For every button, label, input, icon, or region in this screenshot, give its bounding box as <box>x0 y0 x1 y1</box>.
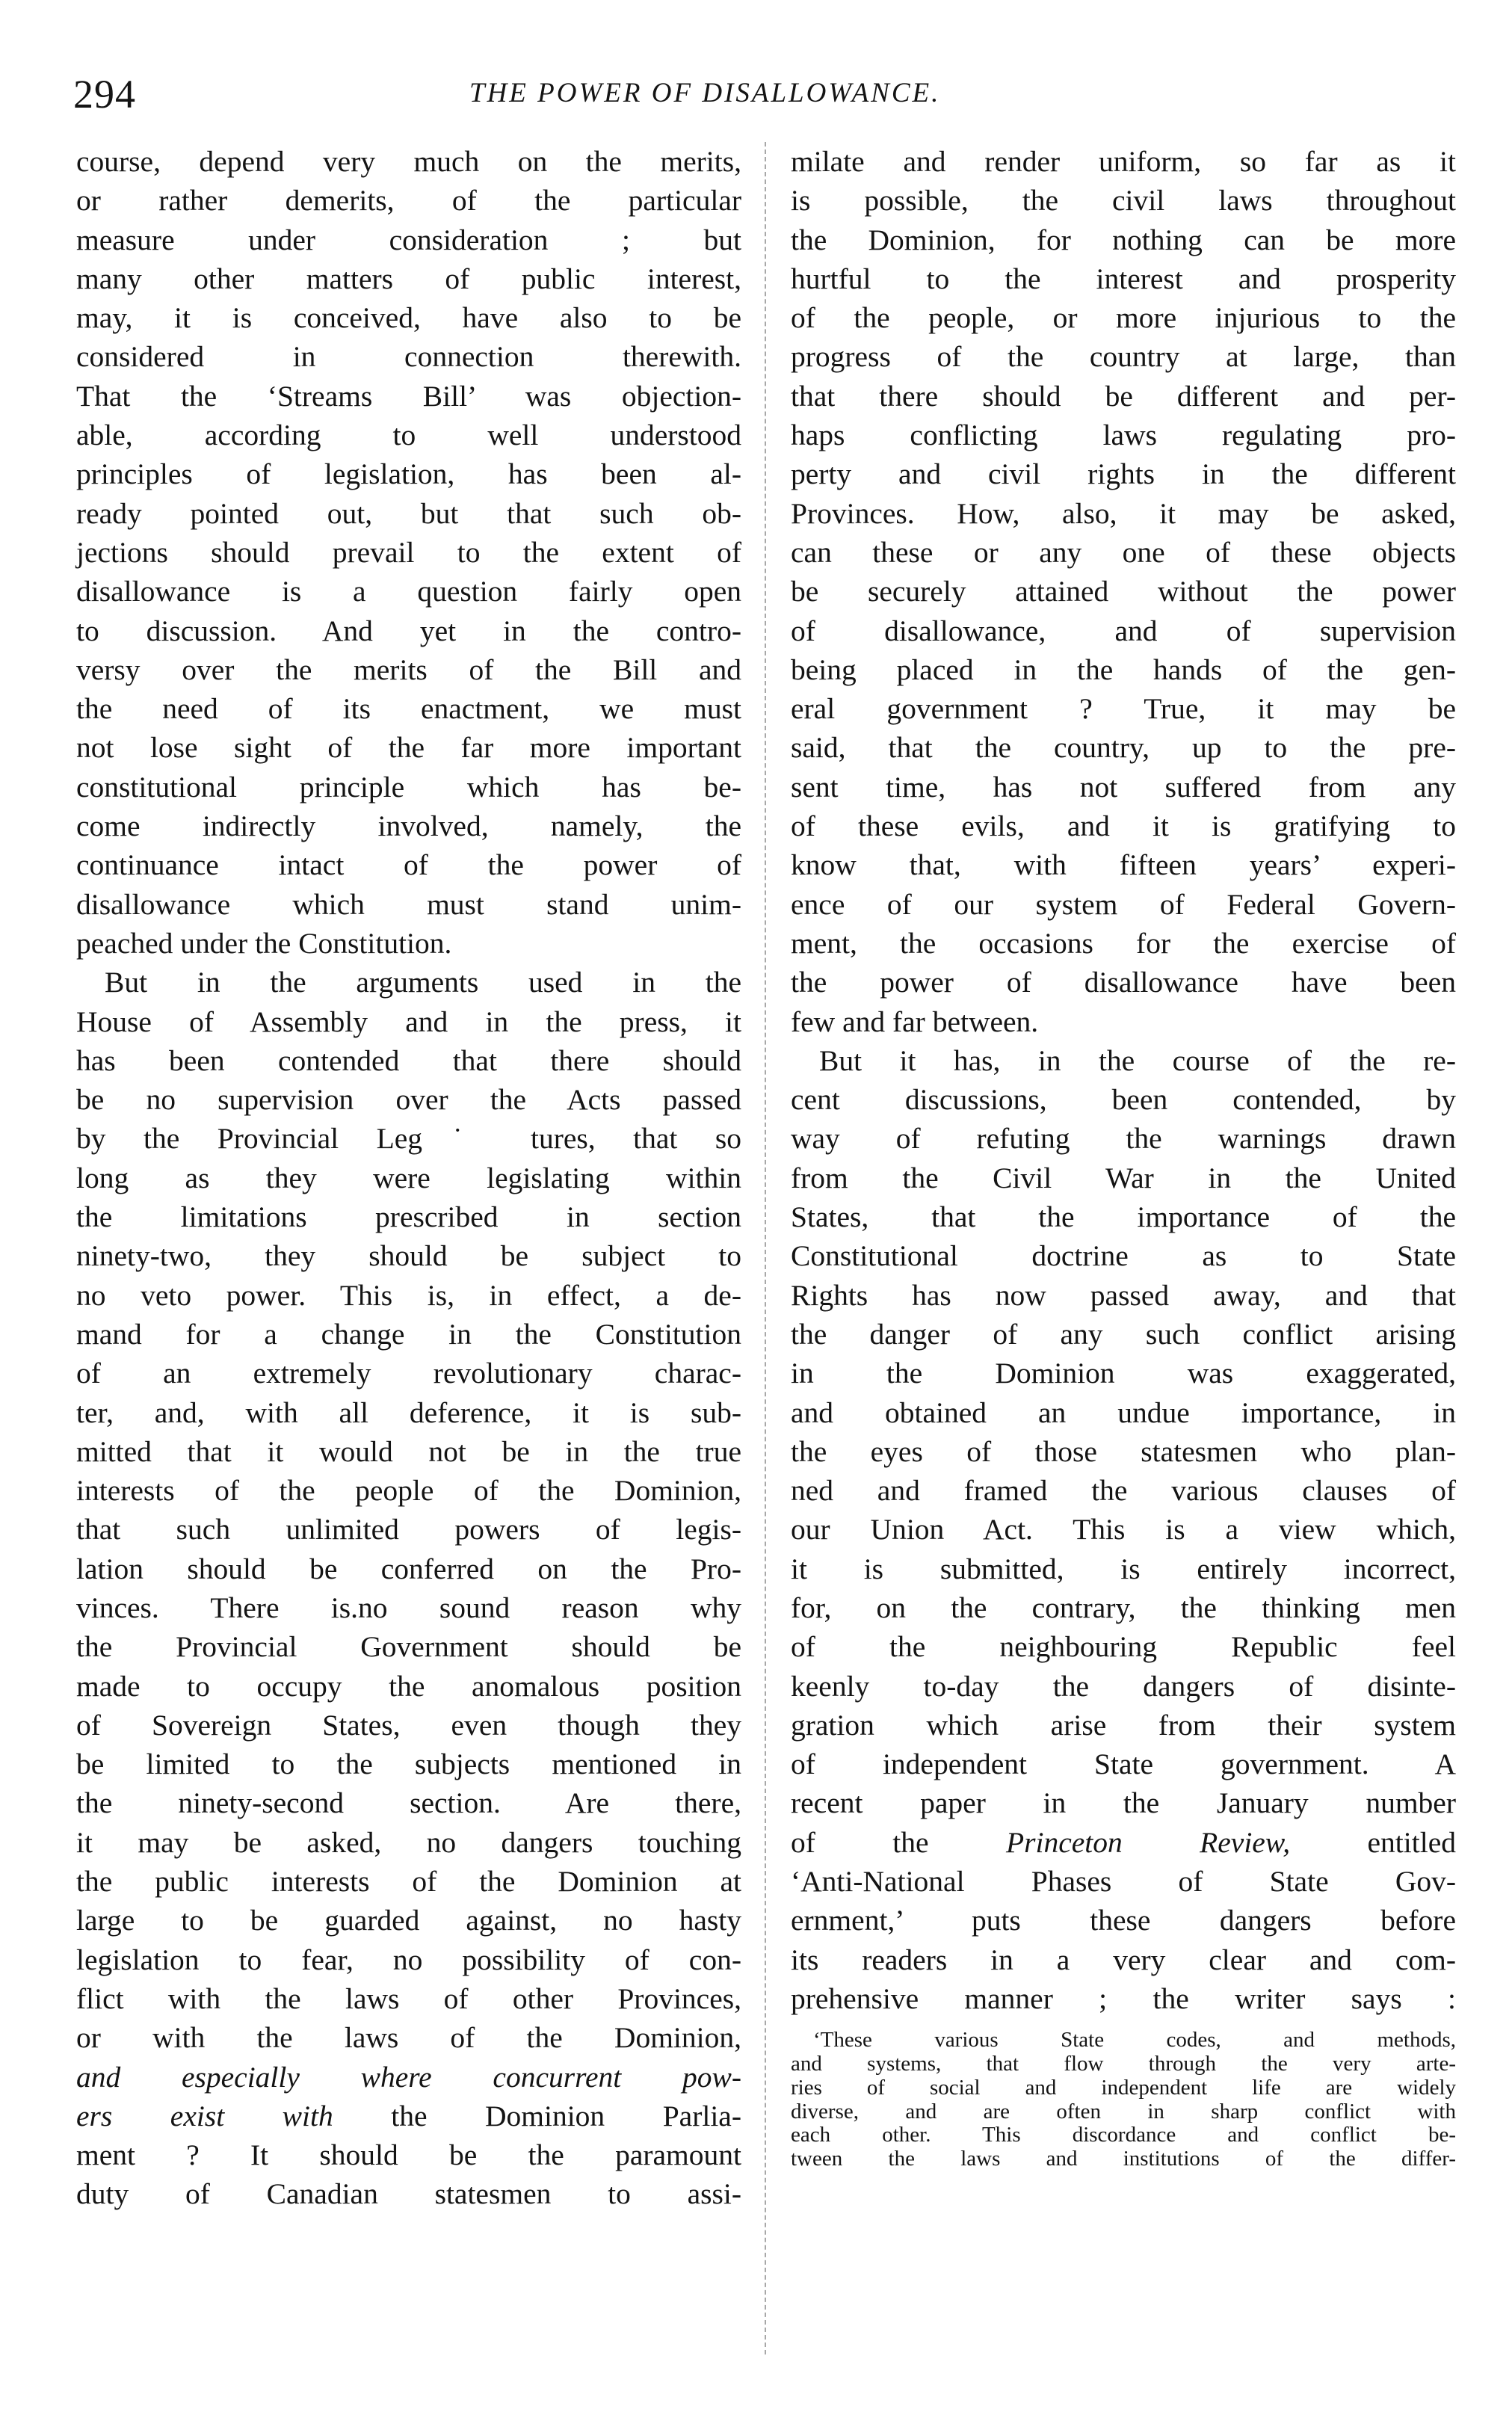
page-number: 294 <box>73 72 136 117</box>
text-line: many other matters of public interest, <box>76 262 741 295</box>
page-header <box>73 72 1419 124</box>
text-line: the ninety-second section. Are there, <box>76 1786 741 1820</box>
text-line: few and far between. <box>791 1005 1039 1038</box>
text-line-italic <box>76 2058 741 2097</box>
text-line: can these or any one of these objects <box>791 535 1456 569</box>
text-line: way of refuting the warnings drawn <box>791 1122 1456 1156</box>
text-line: the Provincial Government should be <box>76 1630 741 1664</box>
text-line: versy over the merits of the Bill and <box>76 653 741 686</box>
text-line: progress of the country at large, than <box>791 340 1456 374</box>
text-line: ment ? It should be the paramount <box>76 2138 741 2172</box>
text-line: flict with the laws of other Provinces, <box>76 1981 741 2015</box>
italic-text: and especially where concurrent pow- <box>76 2060 741 2094</box>
text-line: the Dominion, for nothing can be more <box>791 223 1456 256</box>
text-line: continuance intact of the power of <box>76 848 741 882</box>
right-column <box>791 142 1456 2171</box>
text-line: of these evils, and it is gratifying to <box>791 809 1456 843</box>
text-line: cent discussions, been contended, by <box>791 1083 1456 1117</box>
text-line: vinces. There is.no sound reason why <box>76 1591 741 1624</box>
text-line: But in the arguments used in the <box>105 966 741 999</box>
text-line: ninety-two, they should be subject to <box>76 1239 741 1273</box>
text-line: Rights has now passed away, and that <box>791 1278 1456 1312</box>
text-line: the limitations prescribed in section <box>76 1200 741 1234</box>
text-line: That the ‘Streams Bill’ was objection- <box>76 379 741 413</box>
text-line: States, that the importance of the <box>791 1200 1456 1234</box>
text-line: course, depend very much on the merits, <box>76 145 741 178</box>
text-line: House of Assembly and in the press, it <box>76 1005 741 1038</box>
text-line: the eyes of those statesmen who plan- <box>791 1434 1456 1468</box>
text-line: constitutional principle which has be- <box>76 770 741 804</box>
footnote-line: tween the laws and institutions of the differ- <box>791 2147 1456 2171</box>
footnote <box>791 2029 1456 2171</box>
text-line: mand for a change in the Constitution <box>76 1317 741 1351</box>
left-paragraph-2 <box>76 963 741 2057</box>
text-line: be no supervision over the Acts passed <box>76 1083 741 1117</box>
text-line: ment, the occasions for the exercise of <box>791 926 1456 960</box>
italic-text: ers exist with <box>76 2099 333 2132</box>
text-line: the danger of any such conflict arising <box>791 1317 1456 1351</box>
text-line: interests of the people of the Dominion, <box>76 1474 741 1508</box>
text-line: jections should prevail to the extent of <box>76 535 741 569</box>
text-line: keenly to-day the dangers of disinte- <box>791 1669 1456 1703</box>
text-line: milate and render uniform, so far as it <box>791 145 1456 178</box>
text-line: long as they were legislating within <box>76 1161 741 1194</box>
text-line: mitted that it would not be in the true <box>76 1434 741 1468</box>
right-paragraph-1 <box>791 142 1456 1041</box>
text-line: has been contended that there should <box>76 1043 741 1077</box>
text-line: principles of legislation, has been al- <box>76 457 741 491</box>
text-line-review <box>791 1823 1456 1862</box>
text-line: know that, with fifteen years’ experi- <box>791 848 1456 882</box>
text-line: gration which arise from their system <box>791 1708 1456 1742</box>
text-line: for, on the contrary, the thinking men <box>791 1591 1456 1624</box>
text-line: disallowance which must stand unim- <box>76 887 741 921</box>
left-column <box>76 142 741 2214</box>
text-line: ter, and, with all deference, it is sub- <box>76 1395 741 1429</box>
text-line-mixed <box>76 2097 741 2135</box>
column-divider <box>765 142 766 2354</box>
text-line: that such unlimited powers of legis- <box>76 1513 741 1546</box>
text-line: to discussion. And yet in the contro- <box>76 614 741 647</box>
footnote-line: each other. This discordance and conflict be- <box>791 2123 1456 2147</box>
text-line: considered in connection therewith. <box>76 340 741 374</box>
text-line: haps conflicting laws regulating pro- <box>791 419 1456 452</box>
left-paragraph-1 <box>76 142 741 963</box>
text-line: its readers in a very clear and com- <box>791 1943 1456 1976</box>
text-line: being placed in the hands of the gen- <box>791 653 1456 686</box>
text-line: lation should be conferred on the Pro- <box>76 1552 741 1585</box>
text-line: ‘Anti-National Phases of State Gov- <box>791 1865 1456 1899</box>
text-line: of the people, or more injurious to the <box>791 301 1456 335</box>
text-line: duty of Canadian statesmen to assi- <box>76 2177 741 2211</box>
text-line: and obtained an undue importance, in <box>791 1395 1456 1429</box>
text-line: our Union Act. This is a view which, <box>791 1513 1456 1546</box>
running-title: THE POWER OF DISALLOWANCE. <box>469 78 941 108</box>
text-line: not lose sight of the far more important <box>76 731 741 765</box>
text-line: said, that the country, up to the pre- <box>791 731 1456 765</box>
text-line: of Sovereign States, even though they <box>76 1708 741 1742</box>
text-line: recent paper in the January number <box>791 1786 1456 1820</box>
journal-title: Princeton Review, <box>1005 1825 1291 1859</box>
text-line: is possible, the civil laws throughout <box>791 184 1456 218</box>
text-line: no veto power. This is, in effect, a de- <box>76 1278 741 1312</box>
text-line: perty and civil rights in the different <box>791 457 1456 491</box>
text-line: that there should be different and per- <box>791 379 1456 413</box>
text-line: ready pointed out, but that such ob- <box>76 496 741 530</box>
text-line: large to be guarded against, no hasty <box>76 1904 741 1937</box>
text-line: be limited to the subjects mentioned in <box>76 1748 741 1781</box>
right-paragraph-2 <box>791 1041 1456 1823</box>
text-line: made to occupy the anomalous position <box>76 1669 741 1703</box>
text-line: prehensive manner ; the writer says : <box>791 1981 1456 2015</box>
footnote-line: ‘These various State codes, and methods, <box>813 2028 1456 2052</box>
text-line: Provinces. How, also, it may be asked, <box>791 496 1456 530</box>
text-line: disallowance is a question fairly open <box>76 575 741 608</box>
regular-text: entitled <box>1290 1825 1456 1859</box>
text-line: or rather demerits, of the particular <box>76 184 741 218</box>
text-line: But it has, in the course of the re- <box>819 1043 1456 1077</box>
text-line: of the neighbouring Republic feel <box>791 1630 1456 1664</box>
regular-text: of the <box>791 1825 1006 1859</box>
text-line: Constitutional doctrine as to State <box>791 1239 1456 1273</box>
text-line: it is submitted, is entirely incorrect, <box>791 1552 1456 1585</box>
text-line: the public interests of the Dominion at <box>76 1865 741 1899</box>
text-line: it may be asked, no dangers touching <box>76 1825 741 1859</box>
text-line: sent time, has not suffered from any <box>791 770 1456 804</box>
text-line: by the Provincial Leg˙ tures, that so <box>76 1122 741 1156</box>
text-line: ned and framed the various clauses of <box>791 1474 1456 1508</box>
text-line: of an extremely revolutionary charac- <box>76 1357 741 1390</box>
text-line: able, according to well understood <box>76 419 741 452</box>
text-line: of independent State government. A <box>791 1748 1456 1781</box>
text-line: eral government ? True, it may be <box>791 692 1456 726</box>
text-line: ence of our system of Federal Govern- <box>791 887 1456 921</box>
text-line: from the Civil War in the United <box>791 1161 1456 1194</box>
text-line: measure under consideration ; but <box>76 223 741 256</box>
text-line: be securely attained without the power <box>791 575 1456 608</box>
text-line: in the Dominion was exaggerated, <box>791 1357 1456 1390</box>
text-line: of disallowance, and of supervision <box>791 614 1456 647</box>
regular-text: the Dominion Parlia- <box>333 2099 741 2132</box>
footnote-line: diverse, and are often in sharp conflict with <box>791 2099 1456 2124</box>
right-paragraph-2-end <box>791 1862 1456 2018</box>
text-line: the need of its enactment, we must <box>76 692 741 726</box>
text-line: hurtful to the interest and prosperity <box>791 262 1456 295</box>
text-line: come indirectly involved, namely, the <box>76 809 741 843</box>
footnote-line: and systems, that flow through the very arte- <box>791 2052 1456 2076</box>
text-line: or with the laws of the Dominion, <box>76 2021 741 2055</box>
left-closing-lines <box>76 2135 741 2214</box>
text-line: peached under the Constitution. <box>76 926 452 960</box>
text-line: ernment,’ puts these dangers before <box>791 1904 1456 1937</box>
footnote-line: ries of social and independent life are widely <box>791 2075 1456 2100</box>
text-line: legislation to fear, no possibility of con- <box>76 1943 741 1976</box>
text-line: may, it is conceived, have also to be <box>76 301 741 335</box>
text-line: the power of disallowance have been <box>791 966 1456 999</box>
